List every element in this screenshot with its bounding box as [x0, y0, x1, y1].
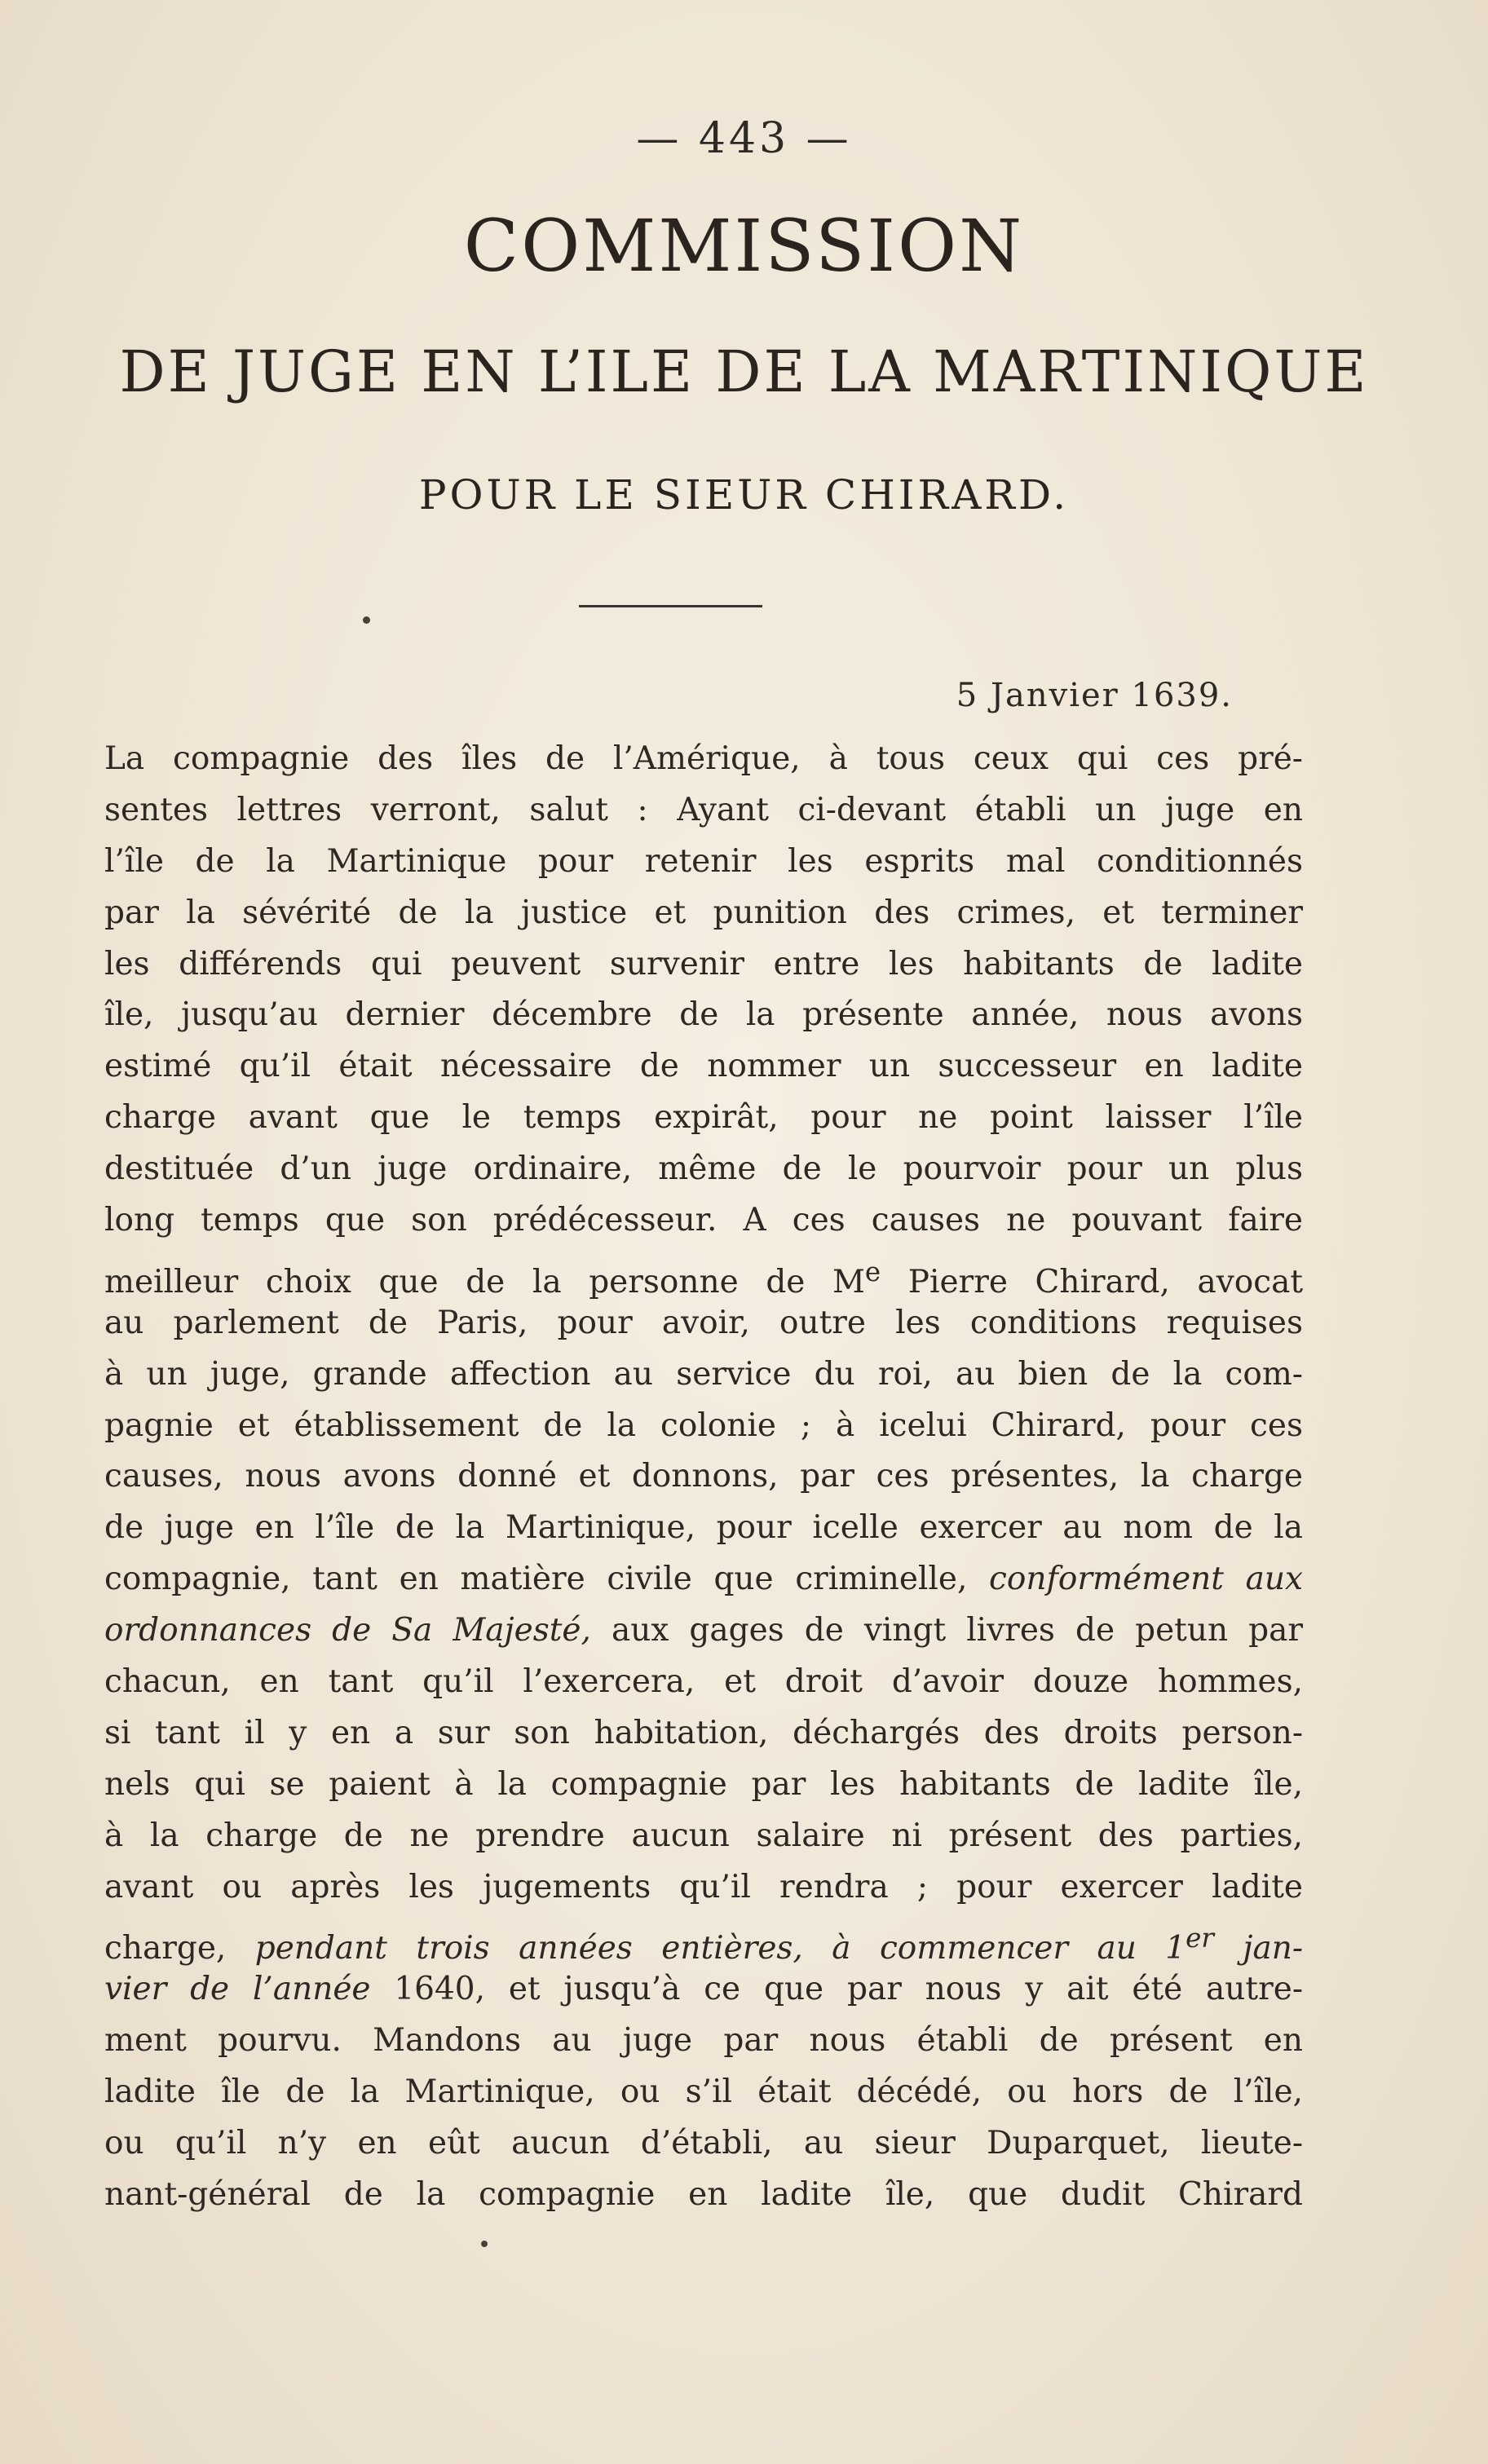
body-line: nels qui se paient à la compagnie par les habitants de ladite île,	[104, 1765, 1303, 1803]
title-line-1: COMMISSION	[463, 204, 1025, 288]
body-line: à un juge, grande affection au service du roi, au bien de la com-	[104, 1355, 1303, 1393]
body-line: ladite île de la Martinique, ou s’il était décédé, ou hors de l’île,	[104, 2073, 1303, 2111]
title-separator-rule	[579, 605, 762, 607]
body-line	[104, 1554, 1303, 1605]
title-line-3: POUR LE SIEUR CHIRARD.	[418, 471, 1070, 519]
body-line: au parlement de Paris, pour avoir, outre les conditions requises	[104, 1304, 1303, 1341]
body-paragraph	[104, 734, 1303, 2221]
italic-phrase: jan-	[1213, 1930, 1304, 1967]
body-text-segment: 1640, et jusqu’à ce que par nous y ait été autre-	[370, 1971, 1303, 2008]
superscript: e	[864, 1256, 881, 1287]
body-line: île, jusqu’au dernier décembre de la présente année, nous avons	[104, 996, 1303, 1034]
body-line: destituée d’un juge ordinaire, même de le pourvoir pour un plus	[104, 1150, 1303, 1188]
body-line: charge avant que le temps expirât, pour ne point laisser l’île	[104, 1099, 1303, 1137]
body-line: par la sévérité de la justice et punition des crimes, et terminer	[104, 894, 1303, 931]
body-line: nant-général de la compagnie en ladite île, que dudit Chirard	[104, 2175, 1303, 2213]
ink-speck	[363, 616, 370, 624]
body-text-segment: aux gages de vingt livres de petun par	[590, 1612, 1303, 1649]
body-line: ou qu’il n’y en eût aucun d’établi, au sieur Duparquet, lieute-	[104, 2125, 1303, 2162]
body-line: de juge en l’île de la Martinique, pour icelle exercer au nom de la	[104, 1509, 1303, 1547]
body-line: les différends qui peuvent survenir entre les habitants de ladite	[104, 945, 1303, 983]
body-line: à la charge de ne prendre aucun salaire ni présent des parties,	[104, 1817, 1303, 1854]
body-line: pagnie et établissement de la colonie ; à icelui Chirard, pour ces	[104, 1406, 1303, 1444]
body-line	[104, 1605, 1303, 1657]
body-line: estimé qu’il était nécessaire de nommer un successeur en ladite	[104, 1048, 1303, 1085]
body-line: La compagnie des îles de l’Amérique, à tous ceux qui ces pré-	[104, 740, 1303, 777]
body-line: l’île de la Martinique pour retenir les esprits mal conditionnés	[104, 842, 1303, 880]
italic-phrase: vier de l’année	[104, 1971, 371, 2008]
body-text-segment: charge,	[104, 1930, 255, 1967]
body-line	[104, 1913, 1304, 1967]
body-line: causes, nous avons donné et donnons, par ces présentes, la charge	[104, 1458, 1303, 1495]
ink-speck	[481, 2241, 488, 2247]
body-line: avant ou après les jugements qu’il rendra ; pour exercer ladite	[104, 1868, 1303, 1905]
body-text-segment: meilleur choix que de la personne de M	[104, 1263, 865, 1300]
body-line: si tant il y en a sur son habitation, déchargés des droits person-	[104, 1714, 1303, 1751]
body-line: long temps que son prédécesseur. A ces causes ne pouvant faire	[104, 1202, 1303, 1239]
body-text-segment: compagnie, tant en matière civile que criminelle,	[104, 1561, 990, 1598]
body-line	[104, 1247, 1303, 1298]
document-date: 5 Janvier 1639.	[956, 677, 1233, 714]
body-line	[104, 1964, 1303, 2016]
body-text-segment: Pierre Chirard, avocat	[881, 1263, 1303, 1300]
italic-phrase: conformément aux	[989, 1561, 1304, 1598]
body-line: chacun, en tant qu’il l’exercera, et droit d’avoir douze hommes,	[104, 1663, 1303, 1701]
superscript: er	[1186, 1923, 1214, 1954]
title-line-2: DE JUGE EN L’ILE DE LA MARTINIQUE	[119, 338, 1369, 405]
page-number: — 443 —	[636, 114, 852, 163]
italic-phrase: pendant trois années entières, à commencer au 1	[254, 1930, 1186, 1967]
body-line: sentes lettres verront, salut : Ayant ci-devant établi un juge en	[104, 791, 1303, 828]
body-line: ment pourvu. Mandons au juge par nous établi de présent en	[104, 2022, 1303, 2060]
italic-phrase: ordonnances de Sa Majesté,	[104, 1612, 591, 1649]
